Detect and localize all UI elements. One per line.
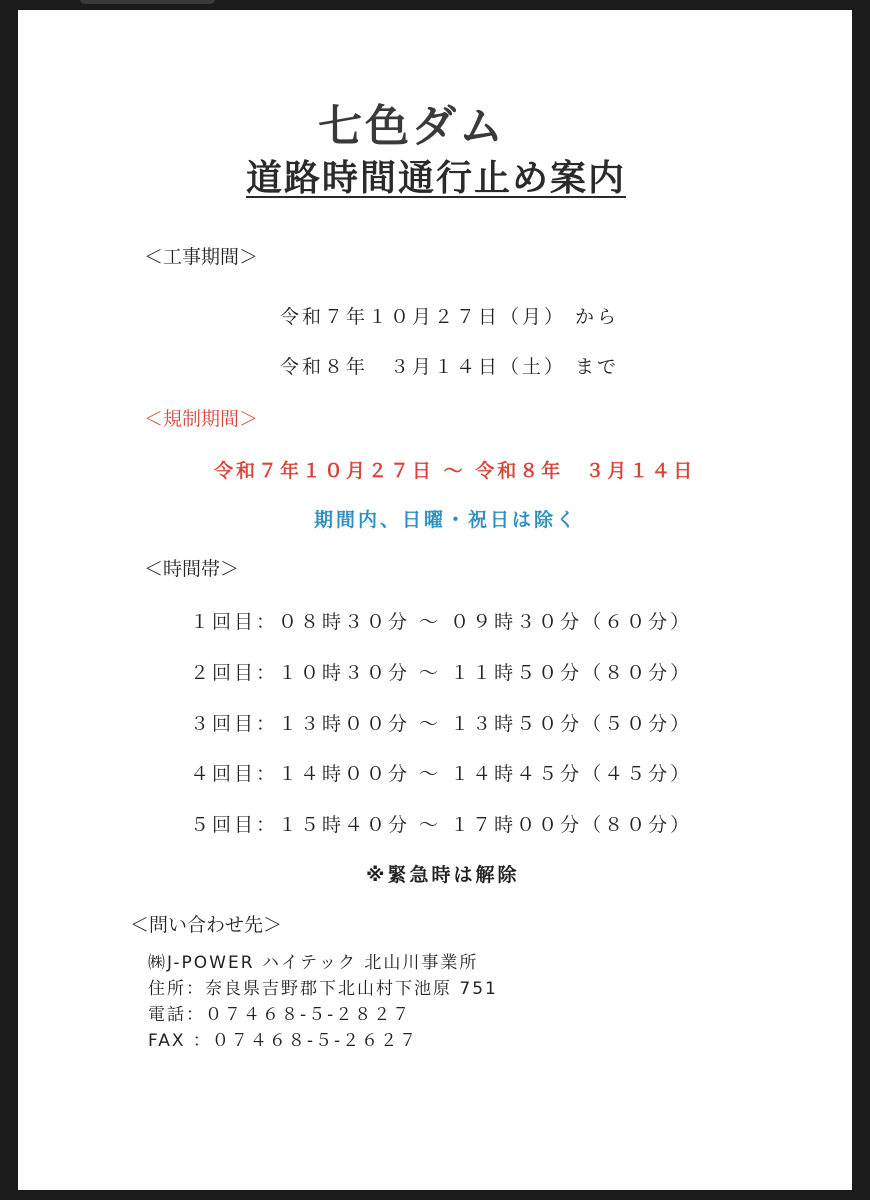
timeslot-row-4: ４回目：１４時００分 ～ １４時４５分（４５分） — [190, 763, 693, 785]
construction-to: 令和８年 ３月１４日（土） まで — [280, 356, 620, 378]
regulation-period-label: ＜規制期間＞ — [144, 408, 259, 430]
timeslot-row-3: ３回目：１３時００分 ～ １３時５０分（５０分） — [190, 713, 693, 735]
contact-phone: 電話：０７４６８-５-２８２７ — [148, 1005, 412, 1025]
timeslot-row-2: ２回目：１０時３０分 ～ １１時５０分（８０分） — [190, 662, 693, 684]
regulation-exclusion-note: 期間内、日曜・祝日は除く — [314, 509, 579, 531]
timeslot-row-1: １回目：０８時３０分 ～ ０９時３０分（６０分） — [190, 611, 693, 633]
page-title: 七色ダム — [318, 101, 506, 152]
notice-document — [18, 10, 852, 1190]
window-top-pill — [80, 0, 215, 4]
construction-period-label: ＜工事期間＞ — [144, 246, 259, 268]
emergency-note: ※緊急時は解除 — [366, 864, 520, 886]
page-subtitle: 道路時間通行止め案内 — [246, 158, 627, 199]
contact-address: 住所：奈良県吉野郡下北山村下池原 751 — [148, 979, 498, 999]
timeslot-row-5: ５回目：１５時４０分 ～ １７時００分（８０分） — [190, 814, 693, 836]
contact-company: ㈱J-POWER ハイテック 北山川事業所 — [148, 953, 479, 973]
construction-from: 令和７年１０月２７日（月） から — [280, 306, 620, 328]
contact-label: ＜問い合わせ先＞ — [130, 914, 283, 936]
contact-fax: FAX ：０７４６８-５-２６２７ — [148, 1031, 419, 1051]
timeslots-label: ＜時間帯＞ — [144, 558, 240, 580]
regulation-period: 令和７年１０月２７日 ～ 令和８年 ３月１４日 — [214, 460, 696, 482]
